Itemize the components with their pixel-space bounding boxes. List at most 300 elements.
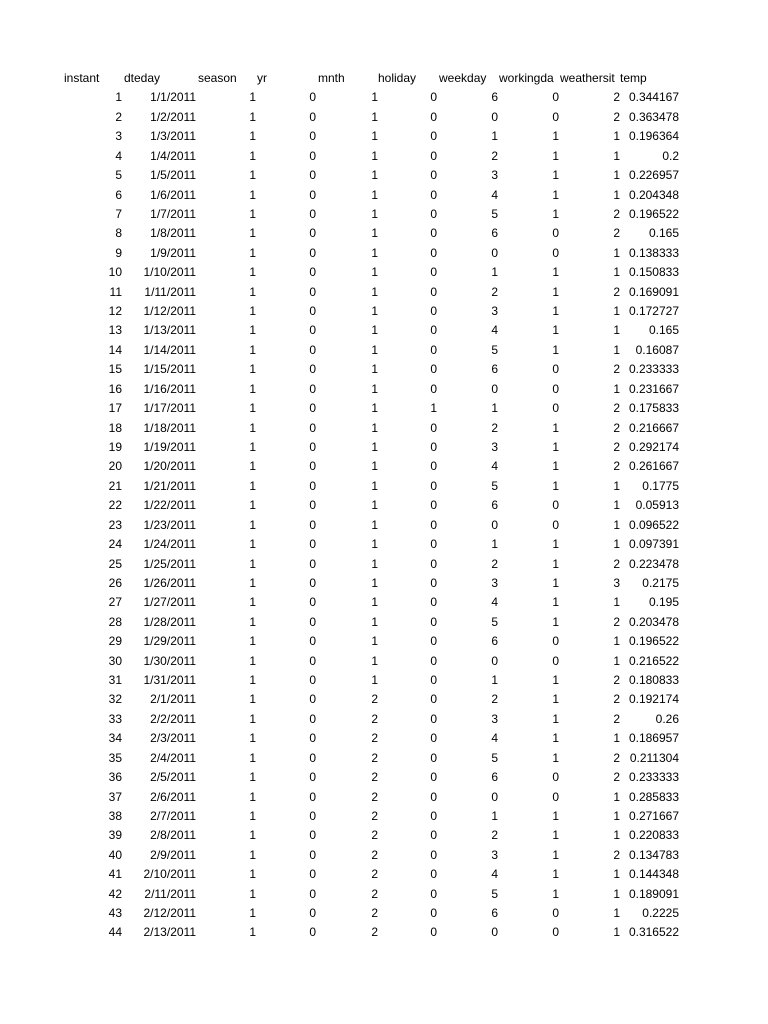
table-cell: 2	[491, 556, 498, 571]
table-cell: 0.097391	[628, 537, 679, 552]
table-row	[0, 283, 768, 302]
table-cell: 0	[309, 206, 316, 221]
table-cell: 1/1/2011	[150, 90, 196, 105]
table-cell: 1	[371, 595, 378, 610]
table-cell: 0	[552, 770, 559, 785]
table-cell: 2	[613, 439, 620, 454]
table-cell: 1	[613, 925, 620, 940]
table-cell: 1	[371, 90, 378, 105]
table-cell: 1	[249, 653, 256, 668]
table-cell: 1	[491, 265, 498, 280]
table-cell: 0	[309, 265, 316, 280]
table-cell: 2/9/2011	[150, 847, 196, 862]
table-cell: 2/6/2011	[150, 789, 196, 804]
table-cell: 0	[309, 148, 316, 163]
table-cell: 24	[108, 537, 122, 552]
table-cell: 0	[309, 614, 316, 629]
table-cell: 0	[309, 673, 316, 688]
table-cell: 2	[371, 808, 378, 823]
table-cell: 0.186957	[628, 731, 679, 746]
table-cell: 1/20/2011	[143, 459, 196, 474]
table-cell: 0.150833	[628, 265, 679, 280]
table-cell: 1	[249, 847, 256, 862]
table-cell: 5	[491, 206, 498, 221]
table-cell: 0	[430, 187, 437, 202]
table-cell: 1	[371, 439, 378, 454]
table-cell: 1	[249, 478, 256, 493]
table-cell: 0.05913	[635, 498, 679, 513]
table-cell: 2	[371, 847, 378, 862]
table-cell: 1	[371, 556, 378, 571]
column-header: holiday	[378, 71, 417, 85]
table-cell: 0	[309, 692, 316, 707]
table-cell: 1	[552, 148, 559, 163]
table-cell: 1	[371, 187, 378, 202]
table-cell: 6	[491, 362, 498, 377]
table-header-row	[0, 69, 768, 88]
table-cell: 1	[552, 711, 559, 726]
table-cell: 0	[430, 925, 437, 940]
table-cell: 0	[309, 575, 316, 590]
table-cell: 1	[249, 731, 256, 746]
table-cell: 0	[430, 517, 437, 532]
table-cell: 0	[430, 284, 437, 299]
table-cell: 0.316522	[628, 925, 679, 940]
table-cell: 0.096522	[628, 517, 679, 532]
table-cell: 1	[371, 245, 378, 260]
table-cell: 0	[552, 789, 559, 804]
table-cell: 1/29/2011	[143, 634, 196, 649]
table-cell: 1	[552, 731, 559, 746]
table-cell: 1	[249, 498, 256, 513]
table-row	[0, 613, 768, 632]
table-cell: 0.169091	[628, 284, 679, 299]
table-cell: 16	[108, 381, 122, 396]
table-cell: 26	[108, 575, 122, 590]
table-cell: 0	[430, 711, 437, 726]
table-cell: 0	[309, 808, 316, 823]
table-cell: 1	[249, 808, 256, 823]
table-cell: 0.26	[655, 711, 679, 726]
column-header: weathersit	[560, 71, 615, 85]
table-cell: 1	[552, 168, 559, 183]
table-cell: 0	[552, 245, 559, 260]
table-cell: 0.363478	[628, 109, 679, 124]
table-row	[0, 710, 768, 729]
table-cell: 0	[309, 867, 316, 882]
table-cell: 0	[430, 595, 437, 610]
table-cell: 1	[371, 284, 378, 299]
table-row	[0, 632, 768, 651]
table-cell: 1	[249, 265, 256, 280]
table-cell: 0.203478	[628, 614, 679, 629]
table-cell: 1	[249, 537, 256, 552]
table-cell: 6	[491, 906, 498, 921]
table-cell: 5	[491, 478, 498, 493]
table-cell: 1	[613, 789, 620, 804]
table-row	[0, 302, 768, 321]
table-cell: 0	[309, 187, 316, 202]
table-cell: 1	[613, 381, 620, 396]
table-cell: 35	[108, 750, 122, 765]
table-cell: 2	[613, 90, 620, 105]
table-cell: 0.1775	[642, 478, 679, 493]
table-cell: 9	[115, 245, 122, 260]
table-cell: 1	[552, 459, 559, 474]
table-row	[0, 419, 768, 438]
table-cell: 0	[309, 420, 316, 435]
table-cell: 0.2	[662, 148, 679, 163]
table-cell: 0	[309, 595, 316, 610]
table-cell: 1	[371, 206, 378, 221]
table-cell: 1	[249, 168, 256, 183]
table-cell: 1/18/2011	[143, 420, 196, 435]
table-cell: 2/4/2011	[150, 750, 196, 765]
table-cell: 0.271667	[628, 808, 679, 823]
table-cell: 6	[491, 770, 498, 785]
table-row	[0, 923, 768, 942]
table-cell: 0.233333	[628, 770, 679, 785]
table-cell: 1	[613, 517, 620, 532]
table-cell: 0.175833	[628, 401, 679, 416]
table-cell: 0	[430, 362, 437, 377]
table-cell: 2/5/2011	[150, 770, 196, 785]
table-cell: 0.138333	[628, 245, 679, 260]
table-cell: 0	[430, 808, 437, 823]
table-cell: 0	[430, 886, 437, 901]
table-cell: 5	[491, 342, 498, 357]
table-cell: 0.204348	[628, 187, 679, 202]
table-cell: 2/13/2011	[143, 925, 196, 940]
table-row	[0, 846, 768, 865]
table-cell: 1	[249, 828, 256, 843]
table-cell: 1/16/2011	[143, 381, 196, 396]
table-cell: 1	[552, 867, 559, 882]
table-cell: 2	[491, 420, 498, 435]
table-cell: 4	[115, 148, 122, 163]
table-cell: 1	[552, 828, 559, 843]
table-cell: 0	[491, 381, 498, 396]
table-cell: 1	[613, 731, 620, 746]
table-cell: 0	[309, 789, 316, 804]
table-cell: 2	[613, 614, 620, 629]
table-cell: 0	[309, 109, 316, 124]
table-cell: 0	[309, 828, 316, 843]
table-cell: 1	[552, 886, 559, 901]
table-cell: 0	[430, 304, 437, 319]
table-row	[0, 768, 768, 787]
table-row	[0, 147, 768, 166]
table-cell: 23	[108, 517, 122, 532]
table-cell: 1	[249, 925, 256, 940]
table-cell: 1	[552, 673, 559, 688]
table-cell: 1	[249, 614, 256, 629]
table-cell: 1	[371, 517, 378, 532]
table-cell: 1	[613, 595, 620, 610]
table-cell: 0.233333	[628, 362, 679, 377]
table-cell: 1	[613, 828, 620, 843]
table-cell: 1/5/2011	[150, 168, 196, 183]
table-cell: 1/13/2011	[143, 323, 196, 338]
table-cell: 1/9/2011	[150, 245, 196, 260]
table-cell: 43	[108, 906, 122, 921]
table-cell: 0	[430, 575, 437, 590]
table-cell: 2	[371, 867, 378, 882]
table-cell: 1	[115, 90, 122, 105]
table-cell: 0.172727	[628, 304, 679, 319]
table-cell: 1/21/2011	[143, 478, 196, 493]
table-cell: 1	[249, 90, 256, 105]
table-cell: 1	[371, 265, 378, 280]
table-cell: 2	[613, 692, 620, 707]
table-cell: 0	[309, 226, 316, 241]
table-row	[0, 341, 768, 360]
table-cell: 0	[309, 925, 316, 940]
table-cell: 2/8/2011	[150, 828, 196, 843]
table-cell: 3	[613, 575, 620, 590]
table-cell: 33	[108, 711, 122, 726]
table-cell: 1	[613, 867, 620, 882]
table-cell: 39	[108, 828, 122, 843]
table-cell: 0	[430, 750, 437, 765]
table-cell: 38	[108, 808, 122, 823]
table-cell: 0	[309, 439, 316, 454]
table-cell: 1	[249, 459, 256, 474]
table-cell: 0.192174	[628, 692, 679, 707]
table-cell: 2	[613, 362, 620, 377]
table-cell: 1	[552, 439, 559, 454]
table-cell: 0.2175	[642, 575, 679, 590]
table-row	[0, 749, 768, 768]
table-cell: 25	[108, 556, 122, 571]
table-cell: 1	[552, 129, 559, 144]
table-cell: 1	[371, 129, 378, 144]
table-cell: 1	[552, 323, 559, 338]
table-row	[0, 186, 768, 205]
table-cell: 37	[108, 789, 122, 804]
table-cell: 1	[552, 342, 559, 357]
table-cell: 1/11/2011	[144, 284, 196, 299]
table-cell: 1	[371, 362, 378, 377]
table-cell: 1	[249, 556, 256, 571]
table-cell: 36	[108, 770, 122, 785]
table-cell: 17	[108, 401, 122, 416]
table-cell: 6	[115, 187, 122, 202]
table-cell: 1	[249, 401, 256, 416]
table-cell: 1/8/2011	[150, 226, 196, 241]
table-cell: 1/7/2011	[150, 206, 196, 221]
table-cell: 1	[249, 226, 256, 241]
table-cell: 0	[491, 925, 498, 940]
table-cell: 6	[491, 634, 498, 649]
table-cell: 0	[309, 847, 316, 862]
table-cell: 1	[249, 148, 256, 163]
table-cell: 1	[613, 187, 620, 202]
table-cell: 1	[249, 711, 256, 726]
table-row	[0, 690, 768, 709]
table-cell: 0	[430, 245, 437, 260]
table-cell: 44	[108, 925, 122, 940]
table-cell: 0	[491, 109, 498, 124]
table-cell: 2	[613, 711, 620, 726]
table-cell: 1	[552, 847, 559, 862]
table-cell: 0	[430, 478, 437, 493]
table-cell: 0.223478	[628, 556, 679, 571]
table-row	[0, 263, 768, 282]
table-cell: 0	[430, 847, 437, 862]
table-cell: 0	[309, 886, 316, 901]
table-cell: 1	[249, 362, 256, 377]
table-cell: 0	[430, 323, 437, 338]
table-cell: 1	[613, 148, 620, 163]
table-row	[0, 399, 768, 418]
column-header: workingda	[499, 71, 554, 85]
table-cell: 3	[491, 168, 498, 183]
table-cell: 1	[371, 342, 378, 357]
table-cell: 1	[371, 401, 378, 416]
table-cell: 12	[108, 304, 122, 319]
table-cell: 1	[249, 304, 256, 319]
table-cell: 1	[371, 459, 378, 474]
table-cell: 1	[371, 323, 378, 338]
table-cell: 1	[491, 673, 498, 688]
table-cell: 0	[309, 323, 316, 338]
table-cell: 2	[491, 148, 498, 163]
table-cell: 10	[108, 265, 122, 280]
table-cell: 0	[309, 362, 316, 377]
table-cell: 1	[552, 187, 559, 202]
table-row	[0, 224, 768, 243]
table-cell: 2	[613, 673, 620, 688]
table-cell: 1	[613, 634, 620, 649]
table-cell: 0	[309, 478, 316, 493]
table-cell: 2	[115, 109, 122, 124]
table-cell: 2	[613, 284, 620, 299]
table-row	[0, 321, 768, 340]
table-cell: 2	[371, 925, 378, 940]
table-cell: 0	[552, 925, 559, 940]
table-cell: 1	[249, 886, 256, 901]
table-cell: 1	[613, 498, 620, 513]
table-cell: 1/15/2011	[143, 362, 196, 377]
table-cell: 2	[613, 750, 620, 765]
table-cell: 0	[430, 634, 437, 649]
table-cell: 0	[430, 265, 437, 280]
table-cell: 0.344167	[628, 90, 679, 105]
column-header: yr	[257, 71, 267, 85]
table-cell: 0.165	[648, 323, 679, 338]
table-cell: 0.144348	[628, 867, 679, 882]
table-cell: 2	[371, 692, 378, 707]
table-cell: 1	[613, 886, 620, 901]
column-header: instant	[64, 71, 100, 85]
table-cell: 0.2225	[642, 906, 679, 921]
table-cell: 4	[491, 323, 498, 338]
table-cell: 1	[491, 401, 498, 416]
table-cell: 2	[491, 828, 498, 843]
table-cell: 0	[309, 459, 316, 474]
table-cell: 6	[491, 226, 498, 241]
table-cell: 2/7/2011	[150, 808, 196, 823]
column-header: season	[198, 71, 237, 85]
column-header: dteday	[124, 71, 161, 85]
table-cell: 1	[552, 206, 559, 221]
table-cell: 15	[108, 362, 122, 377]
table-cell: 1	[491, 537, 498, 552]
table-cell: 0	[430, 731, 437, 746]
table-cell: 1	[371, 109, 378, 124]
column-header: temp	[620, 71, 647, 85]
table-row	[0, 88, 768, 107]
table-cell: 0	[491, 245, 498, 260]
table-cell: 0	[309, 731, 316, 746]
table-row	[0, 904, 768, 923]
table-cell: 5	[491, 750, 498, 765]
table-cell: 1	[613, 265, 620, 280]
table-cell: 0	[309, 634, 316, 649]
table-cell: 1	[613, 168, 620, 183]
table-cell: 1	[371, 478, 378, 493]
table-cell: 5	[115, 168, 122, 183]
table-cell: 2	[613, 847, 620, 862]
table-cell: 0	[430, 867, 437, 882]
table-cell: 0	[309, 168, 316, 183]
table-cell: 1	[552, 284, 559, 299]
table-cell: 1	[552, 595, 559, 610]
table-cell: 2	[371, 770, 378, 785]
table-row	[0, 108, 768, 127]
table-cell: 0	[552, 362, 559, 377]
table-row	[0, 729, 768, 748]
table-cell: 0.16087	[635, 342, 679, 357]
table-cell: 0	[309, 498, 316, 513]
table-cell: 22	[108, 498, 122, 513]
table-cell: 2	[371, 789, 378, 804]
table-cell: 0.165	[648, 226, 679, 241]
table-cell: 0	[309, 653, 316, 668]
table-cell: 32	[108, 692, 122, 707]
table-cell: 1	[613, 304, 620, 319]
table-cell: 0	[309, 517, 316, 532]
table-cell: 0	[430, 168, 437, 183]
table-cell: 2	[371, 886, 378, 901]
table-cell: 0.211304	[629, 750, 679, 765]
table-cell: 1	[491, 808, 498, 823]
table-cell: 1	[249, 673, 256, 688]
table-cell: 0	[430, 129, 437, 144]
table-cell: 1	[613, 537, 620, 552]
table-cell: 2	[613, 770, 620, 785]
table-cell: 1	[552, 304, 559, 319]
table-cell: 1	[371, 634, 378, 649]
table-cell: 0	[309, 401, 316, 416]
table-cell: 0	[430, 673, 437, 688]
table-cell: 2	[371, 906, 378, 921]
table-cell: 0	[491, 653, 498, 668]
table-cell: 1	[249, 789, 256, 804]
table-row	[0, 671, 768, 690]
table-cell: 1	[371, 575, 378, 590]
table-cell: 0.180833	[628, 673, 679, 688]
table-cell: 1	[249, 770, 256, 785]
table-cell: 0.196364	[628, 129, 679, 144]
table-row	[0, 438, 768, 457]
table-cell: 4	[491, 731, 498, 746]
table-cell: 0	[552, 226, 559, 241]
table-cell: 0	[309, 537, 316, 552]
table-cell: 0	[552, 906, 559, 921]
table-cell: 1	[613, 323, 620, 338]
